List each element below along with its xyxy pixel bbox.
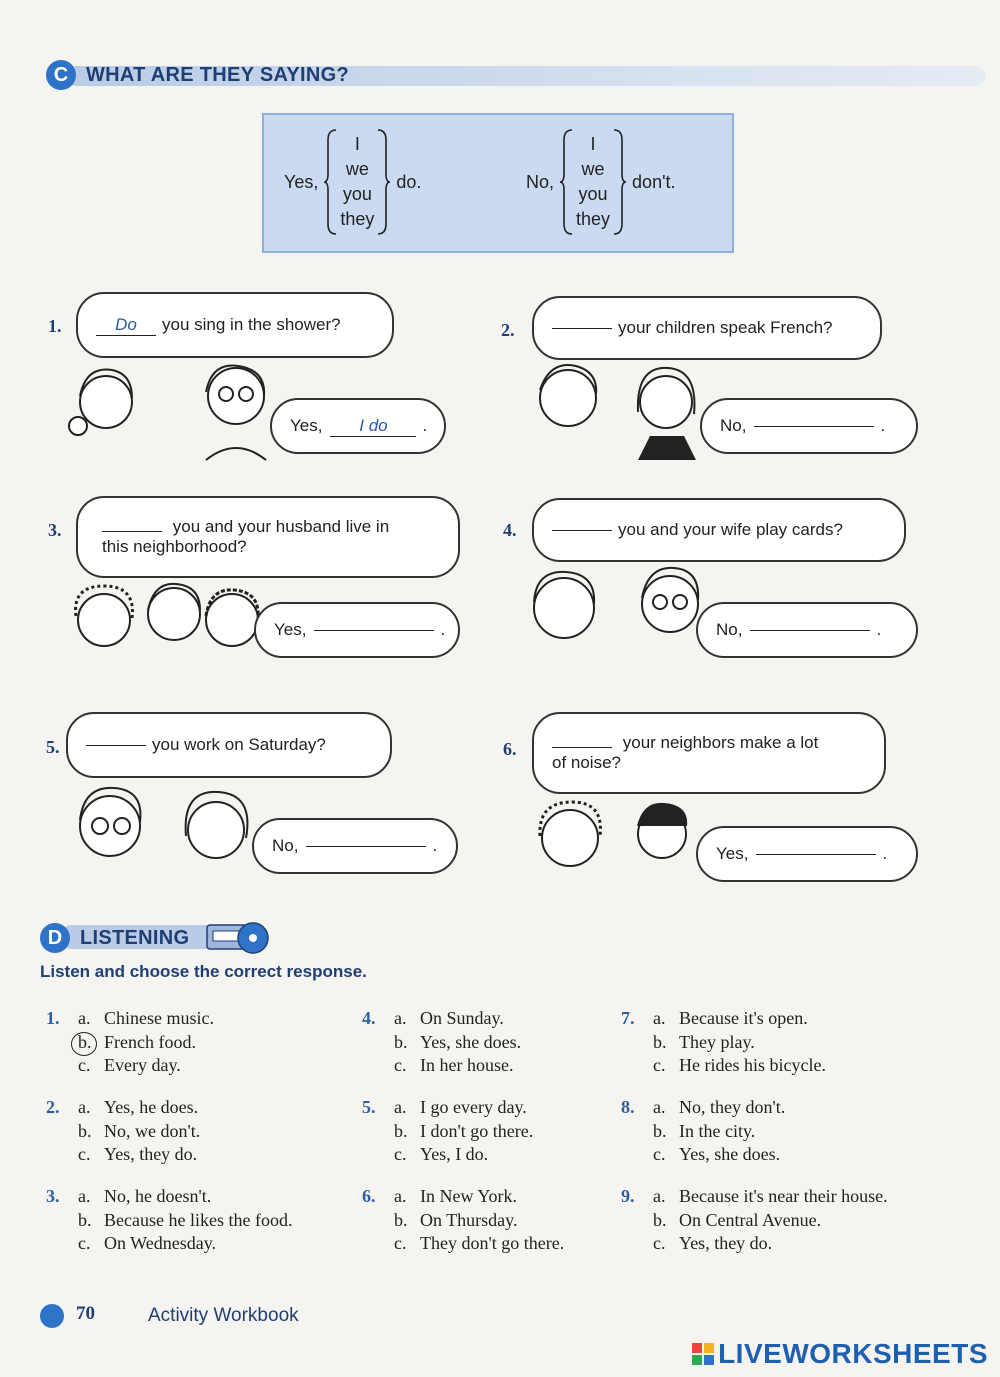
option-letter: a. bbox=[394, 1186, 407, 1206]
logo-grid-icon bbox=[692, 1343, 714, 1365]
exercise-number: 4. bbox=[503, 520, 517, 540]
pronoun: we bbox=[581, 159, 605, 179]
question-number: 7. bbox=[621, 1008, 635, 1028]
answer-option[interactable] bbox=[78, 1120, 200, 1144]
option-letter: c. bbox=[78, 1055, 91, 1075]
option-text: Because it's open. bbox=[679, 1008, 808, 1028]
pronoun: we bbox=[345, 159, 369, 179]
reply-bubble bbox=[700, 398, 918, 454]
answer-option[interactable] bbox=[653, 1007, 826, 1031]
pronoun: you bbox=[578, 184, 608, 204]
question-bubble bbox=[66, 712, 392, 778]
right-brace-icon bbox=[612, 128, 626, 236]
option-text: Every day. bbox=[104, 1055, 181, 1075]
reply-end: . bbox=[880, 416, 886, 435]
option-text: Because he likes the food. bbox=[104, 1209, 293, 1230]
answer-option[interactable] bbox=[394, 1031, 521, 1055]
question-options bbox=[394, 1185, 564, 1256]
answer-option[interactable] bbox=[78, 1209, 292, 1233]
question-options bbox=[78, 1185, 292, 1256]
question-options bbox=[653, 1096, 785, 1167]
question-options bbox=[653, 1185, 888, 1256]
question-options bbox=[78, 1096, 200, 1167]
reply-blank[interactable] bbox=[754, 426, 874, 427]
option-text: I don't go there. bbox=[420, 1120, 534, 1141]
grammar-no-pronouns bbox=[560, 132, 626, 232]
option-text: Chinese music. bbox=[104, 1008, 214, 1028]
option-letter: a. bbox=[78, 1008, 91, 1028]
answer-option[interactable] bbox=[653, 1031, 826, 1055]
answer-blank[interactable] bbox=[552, 328, 612, 329]
footer-dot bbox=[40, 1304, 64, 1328]
reply-blank[interactable] bbox=[756, 854, 876, 855]
answer-blank[interactable] bbox=[86, 745, 146, 746]
exercise-number: 2. bbox=[501, 320, 515, 340]
people-illustration bbox=[64, 576, 274, 666]
option-text: Because it's near their house. bbox=[679, 1186, 888, 1206]
option-letter: a. bbox=[78, 1186, 91, 1206]
option-text: No, they don't. bbox=[679, 1097, 786, 1117]
question-text-line2: this neighborhood? bbox=[102, 537, 247, 556]
question-number: 6. bbox=[362, 1186, 376, 1206]
question-text: you sing in the shower? bbox=[162, 315, 341, 334]
people-illustration bbox=[520, 558, 720, 664]
pronoun: I bbox=[590, 134, 596, 154]
reply-bubble bbox=[252, 818, 458, 874]
option-text: No, he doesn't. bbox=[104, 1186, 212, 1206]
question-text: you work on Saturday? bbox=[152, 735, 326, 754]
option-letter: a. bbox=[394, 1097, 407, 1117]
answer-option[interactable] bbox=[653, 1096, 785, 1120]
reply-bubble bbox=[696, 826, 918, 882]
pronoun: you bbox=[342, 184, 372, 204]
option-letter: b. bbox=[394, 1120, 408, 1141]
reply-blank[interactable] bbox=[314, 630, 434, 631]
watermark-text: LIVEWORKSHEETS bbox=[718, 1338, 988, 1369]
option-letter: b. bbox=[78, 1120, 92, 1141]
question-number: 1. bbox=[46, 1008, 60, 1028]
answer-option[interactable] bbox=[653, 1120, 785, 1144]
option-letter: c. bbox=[394, 1144, 407, 1164]
question-text-line2: of noise? bbox=[552, 753, 621, 772]
option-text: Yes, I do. bbox=[420, 1144, 489, 1164]
cassette-cd-icon bbox=[205, 921, 271, 955]
answer-option[interactable] bbox=[78, 1007, 214, 1031]
answer-option[interactable] bbox=[78, 1031, 214, 1055]
reply-end: . bbox=[432, 836, 438, 855]
option-text: They don't go there. bbox=[420, 1233, 565, 1253]
page-number: 70 bbox=[76, 1303, 95, 1324]
answer-option[interactable] bbox=[653, 1054, 826, 1078]
answer-option[interactable] bbox=[653, 1232, 888, 1256]
option-letter: a. bbox=[78, 1097, 91, 1117]
option-letter: b. bbox=[653, 1209, 667, 1230]
reply-start: No, bbox=[720, 416, 747, 435]
option-letter: b. bbox=[394, 1031, 408, 1052]
section-d-title: LISTENING bbox=[80, 926, 190, 949]
exercise-number: 3. bbox=[48, 520, 62, 540]
question-text: your neighbors make a lot bbox=[622, 733, 819, 752]
question-number: 4. bbox=[362, 1008, 376, 1028]
option-letter: c. bbox=[78, 1144, 91, 1164]
reply-end: . bbox=[882, 844, 888, 863]
option-letter: b. bbox=[394, 1209, 408, 1230]
option-text: On Thursday. bbox=[420, 1209, 518, 1230]
question-options bbox=[394, 1096, 533, 1167]
question-number: 5. bbox=[362, 1097, 376, 1117]
grammar-yes-pronouns bbox=[324, 132, 390, 232]
answer-blank[interactable]: Do bbox=[96, 315, 156, 336]
grammar-box bbox=[262, 113, 734, 253]
option-text: Yes, they do. bbox=[104, 1144, 198, 1164]
question-bubble bbox=[532, 296, 882, 360]
grammar-yes-end: do. bbox=[396, 171, 422, 192]
answer-option[interactable] bbox=[653, 1143, 785, 1167]
answer-option[interactable] bbox=[78, 1143, 200, 1167]
reply-bubble bbox=[254, 602, 460, 658]
answer-option[interactable] bbox=[394, 1120, 533, 1144]
option-text: In the city. bbox=[679, 1120, 756, 1141]
section-c-badge: C bbox=[46, 60, 76, 90]
exercise-number: 1. bbox=[48, 316, 62, 336]
option-letter: c. bbox=[653, 1233, 666, 1253]
people-illustration bbox=[526, 356, 726, 464]
question-bubble bbox=[76, 292, 394, 358]
answer-option[interactable] bbox=[653, 1185, 888, 1209]
option-text: French food. bbox=[104, 1031, 196, 1052]
option-text: I go every day. bbox=[420, 1097, 527, 1117]
section-d-badge: D bbox=[40, 923, 70, 953]
option-letter: c. bbox=[394, 1055, 407, 1075]
option-text: On Sunday. bbox=[420, 1008, 504, 1028]
book-title: Activity Workbook bbox=[148, 1305, 299, 1326]
liveworksheets-logo bbox=[692, 1338, 988, 1370]
option-letter: a. bbox=[394, 1008, 407, 1028]
answer-option[interactable] bbox=[394, 1143, 533, 1167]
question-number: 8. bbox=[621, 1097, 635, 1117]
question-text: your children speak French? bbox=[618, 318, 833, 337]
option-text: No, we don't. bbox=[104, 1120, 201, 1141]
answer-option[interactable] bbox=[394, 1209, 564, 1233]
answer-option[interactable] bbox=[78, 1185, 292, 1209]
option-letter: a. bbox=[653, 1186, 666, 1206]
grammar-yes-word: Yes, bbox=[284, 171, 319, 192]
answer-blank[interactable] bbox=[552, 530, 612, 531]
reply-end: . bbox=[440, 620, 446, 639]
answer-option[interactable] bbox=[394, 1007, 521, 1031]
pronoun: I bbox=[354, 134, 360, 154]
reply-start: Yes, bbox=[274, 620, 307, 639]
question-text: you and your husband live in bbox=[172, 517, 390, 536]
grammar-no-end: don't. bbox=[632, 171, 676, 192]
option-text: Yes, he does. bbox=[104, 1097, 199, 1117]
answer-option[interactable] bbox=[394, 1185, 564, 1209]
reply-blank[interactable] bbox=[306, 846, 426, 847]
question-bubble bbox=[532, 498, 906, 562]
reply-end: . bbox=[422, 416, 428, 435]
reply-end: . bbox=[876, 620, 882, 639]
listening-instruction: Listen and choose the correct response. bbox=[40, 962, 367, 981]
option-text: They play. bbox=[679, 1031, 755, 1052]
left-brace-icon bbox=[324, 128, 338, 236]
option-text: Yes, they do. bbox=[679, 1233, 773, 1253]
answer-option[interactable] bbox=[394, 1054, 521, 1078]
reply-start: Yes, bbox=[716, 844, 749, 863]
question-bubble bbox=[532, 712, 886, 794]
option-letter: c. bbox=[394, 1233, 407, 1253]
question-text: you and your wife play cards? bbox=[618, 520, 843, 539]
section-c-title: WHAT ARE THEY SAYING? bbox=[86, 63, 349, 86]
reply-blank[interactable] bbox=[750, 630, 870, 631]
answer-option[interactable] bbox=[394, 1096, 533, 1120]
option-letter: a. bbox=[653, 1008, 666, 1028]
left-brace-icon bbox=[560, 128, 574, 236]
answer-option[interactable] bbox=[78, 1232, 292, 1256]
grammar-no-group bbox=[526, 127, 676, 237]
option-text: Yes, she does. bbox=[679, 1144, 781, 1164]
question-options bbox=[394, 1007, 521, 1078]
option-letter: b. bbox=[653, 1031, 667, 1052]
question-number: 2. bbox=[46, 1097, 60, 1117]
option-letter: c. bbox=[78, 1233, 91, 1253]
option-letter: a. bbox=[653, 1097, 666, 1117]
reply-start: No, bbox=[716, 620, 743, 639]
reply-start: Yes, bbox=[290, 416, 323, 435]
pronoun: they bbox=[576, 209, 611, 229]
question-number: 3. bbox=[46, 1186, 60, 1206]
option-letter: b. bbox=[78, 1209, 92, 1230]
option-letter: c. bbox=[653, 1144, 666, 1164]
pronoun: they bbox=[340, 209, 375, 229]
people-illustration bbox=[66, 356, 286, 466]
answer-option[interactable] bbox=[394, 1232, 564, 1256]
grammar-yes-group bbox=[284, 127, 421, 237]
reply-bubble bbox=[270, 398, 446, 454]
option-letter: b. bbox=[78, 1031, 104, 1055]
exercise-number: 6. bbox=[503, 739, 517, 759]
option-text: In her house. bbox=[420, 1055, 514, 1075]
question-options bbox=[653, 1007, 826, 1078]
reply-blank[interactable]: I do bbox=[330, 416, 416, 437]
option-text: On Wednesday. bbox=[104, 1233, 217, 1253]
section-d-header bbox=[40, 921, 271, 955]
exercise-number: 5. bbox=[46, 737, 60, 757]
option-letter: b. bbox=[653, 1120, 667, 1141]
question-bubble bbox=[76, 496, 460, 578]
section-c-header bbox=[46, 60, 349, 90]
answer-blank[interactable] bbox=[552, 747, 612, 748]
option-text: On Central Avenue. bbox=[679, 1209, 822, 1230]
answer-blank[interactable] bbox=[102, 531, 162, 532]
option-letter: c. bbox=[653, 1055, 666, 1075]
question-options bbox=[78, 1007, 214, 1078]
option-text: He rides his bicycle. bbox=[679, 1055, 826, 1075]
reply-bubble bbox=[696, 602, 918, 658]
answer-option[interactable] bbox=[653, 1209, 888, 1233]
option-text: In New York. bbox=[420, 1186, 518, 1206]
people-illustration bbox=[522, 790, 722, 886]
people-illustration bbox=[66, 776, 286, 886]
grammar-no-word: No, bbox=[526, 171, 555, 192]
reply-start: No, bbox=[272, 836, 299, 855]
option-text: Yes, she does. bbox=[420, 1031, 522, 1052]
question-number: 9. bbox=[621, 1186, 635, 1206]
answer-option[interactable] bbox=[78, 1096, 200, 1120]
answer-option[interactable] bbox=[78, 1054, 214, 1078]
right-brace-icon bbox=[376, 128, 390, 236]
